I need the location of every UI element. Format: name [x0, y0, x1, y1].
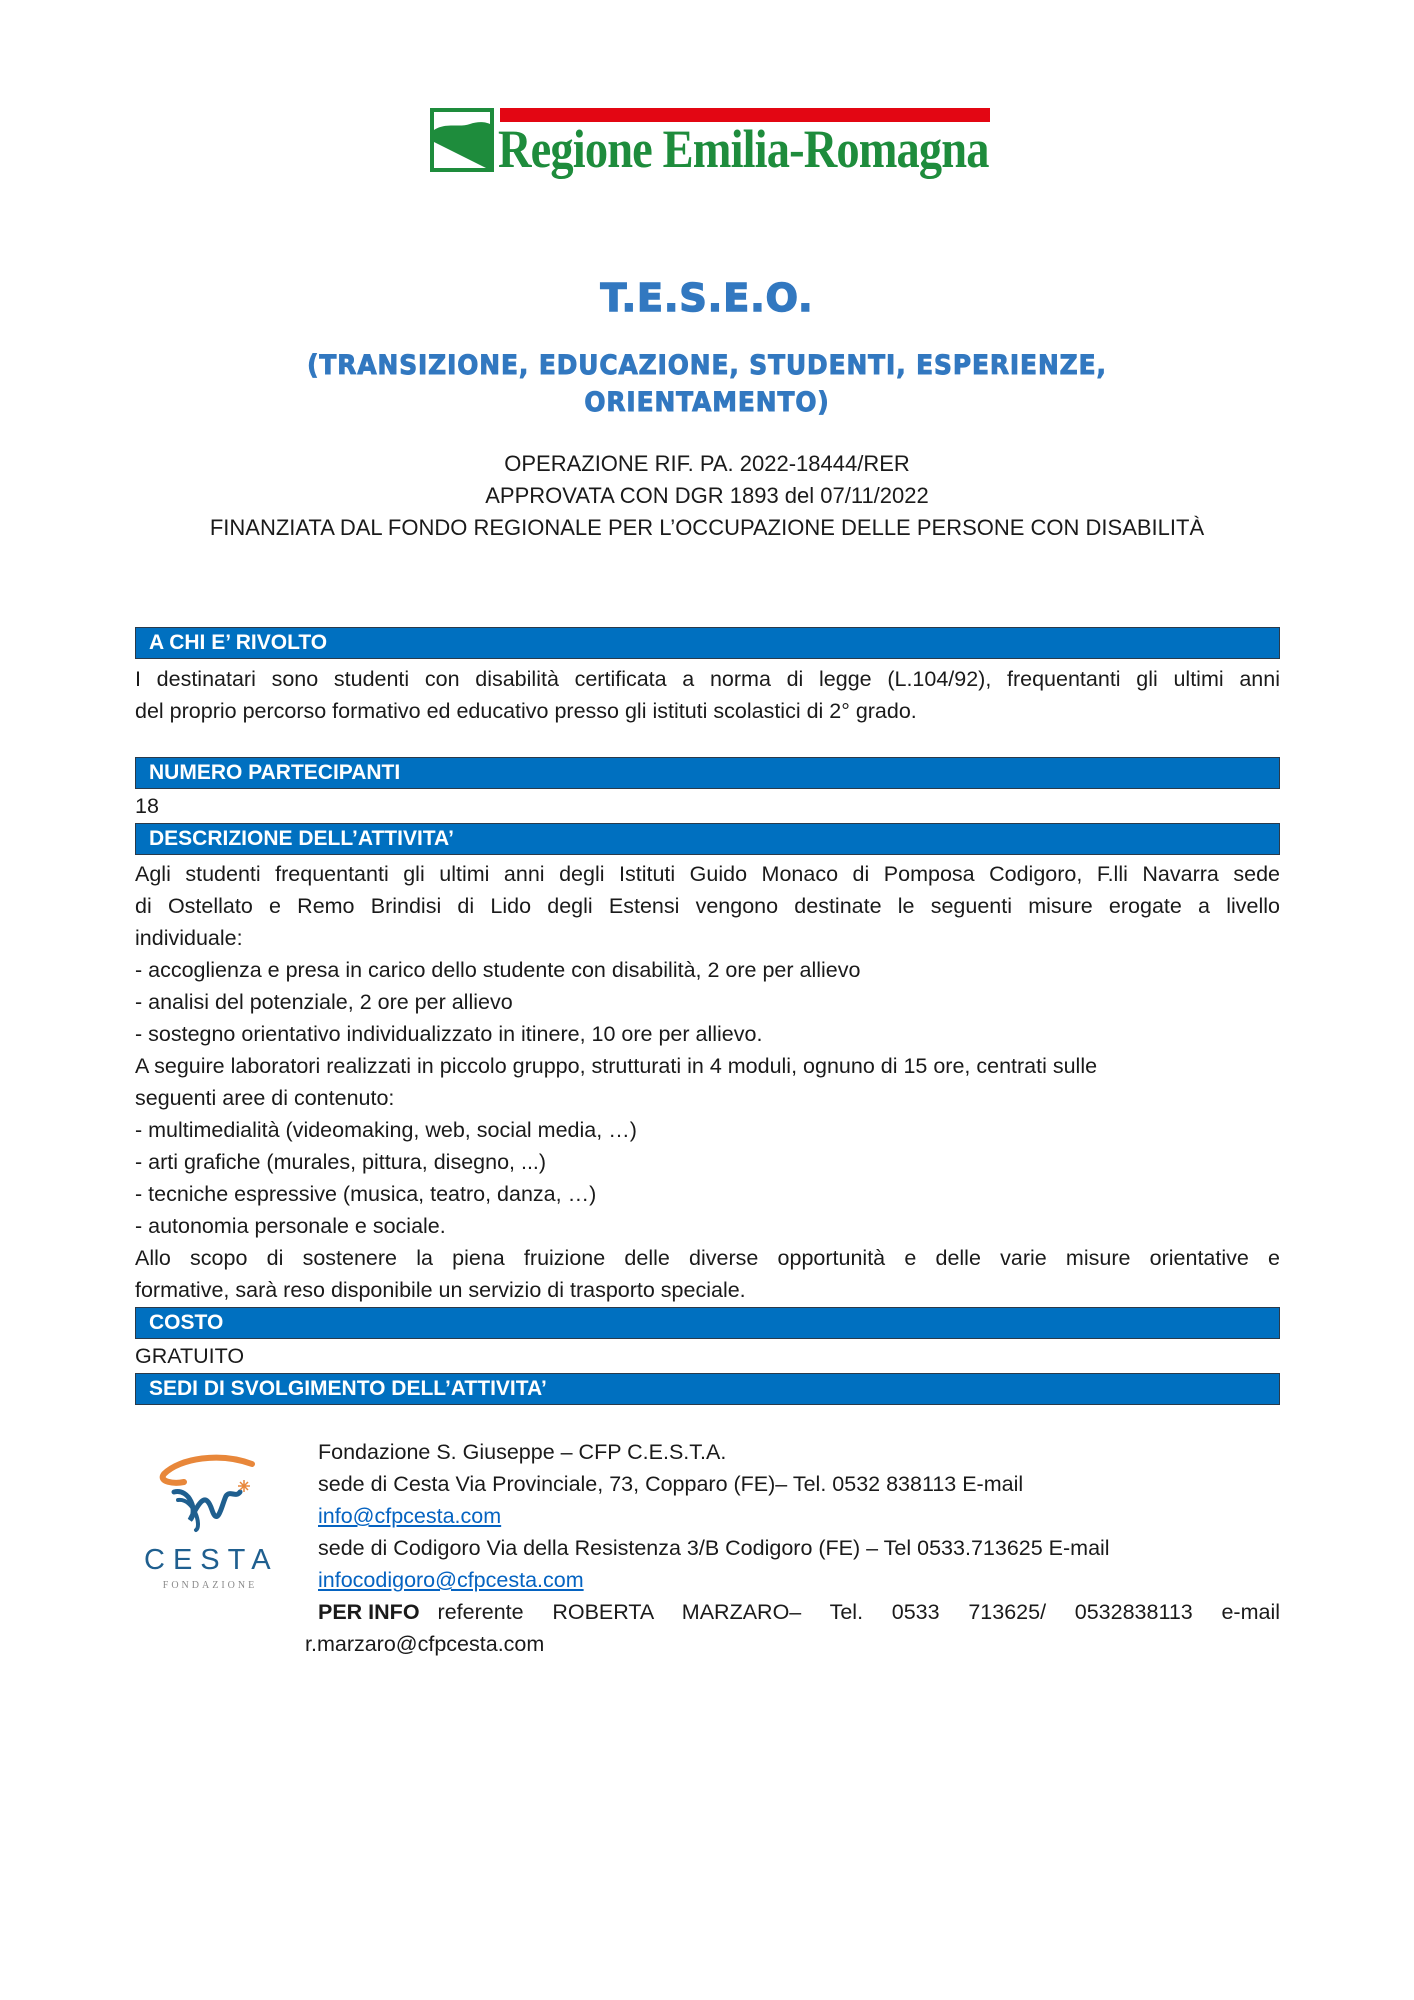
description-list-item: - accoglienza e presa in carico dello studente con disabilità, 2 ore per allievo [135, 958, 861, 982]
cesta-swoosh-icon [140, 1440, 280, 1550]
cesta-logo-text: CESTA [144, 1544, 279, 1576]
cesta-logo-subtext: FONDAZIONE [162, 1580, 258, 1591]
operation-approval: APPROVATA CON DGR 1893 del 07/11/2022 [485, 483, 929, 508]
description-line: formative, sarà reso disponibile un servizio di trasporto speciale. [135, 1278, 746, 1302]
section-heading-description: DESCRIZIONE DELL’ATTIVITA’ [135, 823, 1280, 855]
section-heading-participants: NUMERO PARTECIPANTI [135, 757, 1280, 789]
regione-emblem-icon [430, 108, 494, 172]
cesta-fondazione-logo [140, 1440, 280, 1600]
info-label: PER INFO [318, 1600, 420, 1624]
target-text-line: del proprio percorso formativo ed educativo presso gli istituti scolastici di 2° grado. [135, 699, 917, 723]
section-heading-locations: SEDI DI SVOLGIMENTO DELL’ATTIVITA’ [135, 1373, 1280, 1405]
description-line: A seguire laboratori realizzati in piccolo gruppo, strutturati in 4 moduli, ognuno di 15 ore, centrati sulle [135, 1054, 1098, 1078]
site-copparo: sede di Cesta Via Provinciale, 73, Copparo (FE)– Tel. 0532 838113 E-mail [318, 1472, 1024, 1496]
section-heading-cost: COSTO [135, 1307, 1280, 1339]
description-line: di Ostellato e Remo Brindisi di Lido degli Estensi vengono destinate le seguenti misure erogate a livello [135, 894, 1280, 918]
email-link-codigoro[interactable]: infocodigoro@cfpcesta.com [318, 1568, 584, 1592]
page-title: T.E.S.E.O. [600, 276, 814, 320]
site-codigoro: sede di Codigoro Via della Resistenza 3/B Codigoro (FE) – Tel 0533.713625 E-mail [318, 1536, 1110, 1560]
description-line: individuale: [135, 926, 243, 950]
participants-value: 18 [135, 794, 159, 818]
operation-reference: OPERAZIONE RIF. PA. 2022-18444/RER [504, 451, 910, 476]
cost-value: GRATUITO [135, 1344, 245, 1368]
regione-emilia-romagna-logo [430, 106, 990, 186]
info-email: r.marzaro@cfpcesta.com [305, 1632, 545, 1656]
info-referent: referente ROBERTA MARZARO– Tel. 0533 713625/ 0532838113 e-mail [437, 1600, 1280, 1624]
logo-text: Regione Emilia-Romagna [498, 119, 989, 179]
description-list-item: - sostegno orientativo individualizzato in itinere, 10 ore per allievo. [135, 1022, 763, 1046]
site-codigoro-email-row [318, 1564, 1280, 1596]
organization-name: Fondazione S. Giuseppe – CFP C.E.S.T.A. [318, 1440, 727, 1464]
subtitle-line-1: (TRANSIZIONE, EDUCAZIONE, STUDENTI, ESPERIENZE, [307, 350, 1107, 381]
target-text-line: I destinatari sono studenti con disabilità certificata a norma di legge (L.104/92), frequentanti gli ultimi anni [135, 667, 1280, 691]
info-contact-row [318, 1596, 1280, 1628]
description-list-item: - multimedialità (videomaking, web, social media, …) [135, 1118, 637, 1142]
description-list-item: - analisi del potenziale, 2 ore per allievo [135, 990, 513, 1014]
operation-funding: FINANZIATA DAL FONDO REGIONALE PER L’OCCUPAZIONE DELLE PERSONE CON DISABILITÀ [209, 515, 1205, 540]
description-list-item: - autonomia personale e sociale. [135, 1214, 446, 1238]
description-list-item: - arti grafiche (murales, pittura, disegno, ...) [135, 1150, 547, 1174]
description-line: Allo scopo di sostenere la piena fruizione delle diverse opportunità e delle varie misure orientative e [135, 1246, 1280, 1270]
description-line: Agli studenti frequentanti gli ultimi anni degli Istituti Guido Monaco di Pomposa Codigoro, F.lli Navarra sede [135, 862, 1280, 886]
subtitle-line-2: ORIENTAMENTO) [584, 387, 830, 418]
section-heading-target: A CHI E’ RIVOLTO [135, 627, 1280, 659]
email-link-copparo[interactable]: info@cfpcesta.com [318, 1504, 502, 1528]
description-line: seguenti aree di contenuto: [135, 1086, 395, 1110]
description-list-item: - tecniche espressive (musica, teatro, danza, …) [135, 1182, 597, 1206]
site-copparo-email-row [318, 1500, 1280, 1532]
